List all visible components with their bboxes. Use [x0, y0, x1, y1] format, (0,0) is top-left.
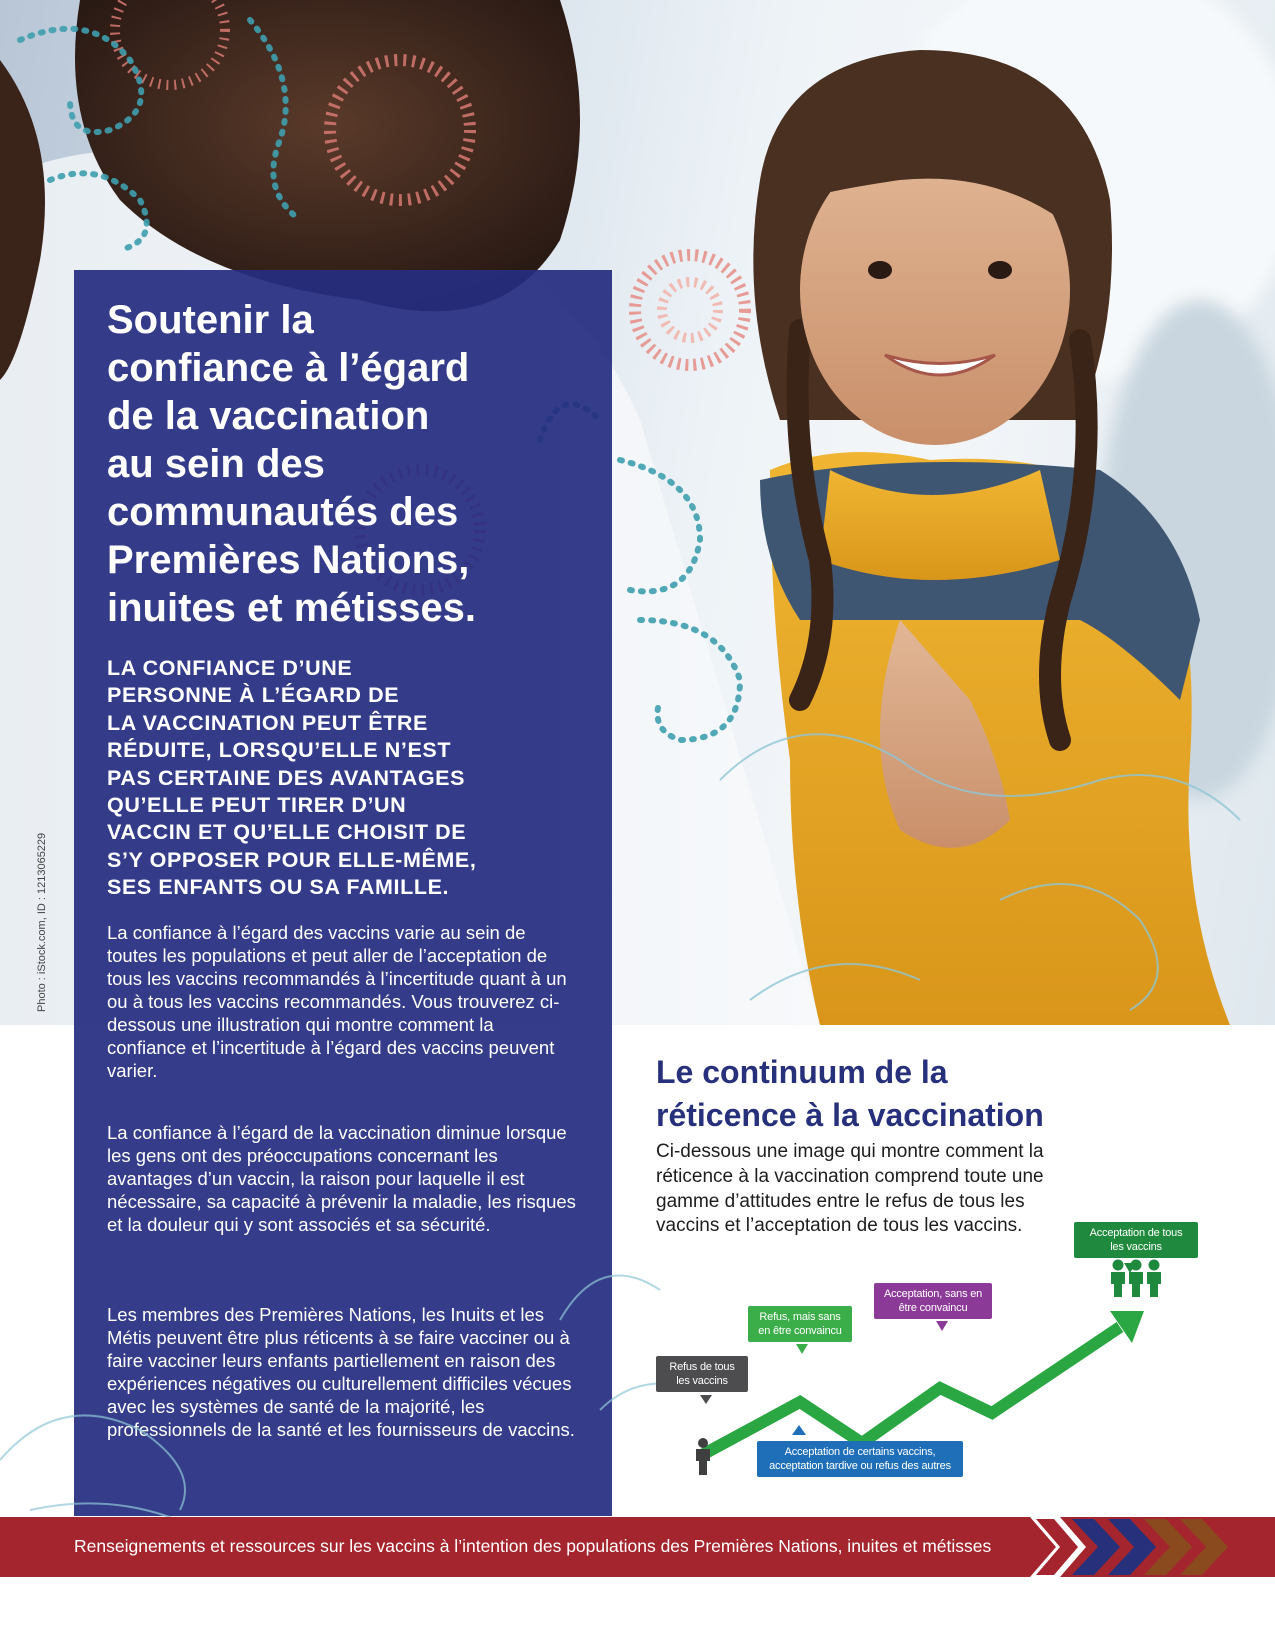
title-line: confiance à l’égard	[107, 346, 470, 390]
body-paragraph-2: La confiance à l’égard de la vaccination diminue lorsque les gens ont des préoccupations concernant les avantages d’un vaccin, la raison pour laquelle il est nécessaire, sa capacité à prévenir la maladie, les risques et la douleur qui y sont associés et sa sécurité.	[107, 1122, 576, 1235]
label-accept-unconvinced	[874, 1283, 992, 1319]
continuum-title	[656, 1051, 1216, 1137]
label-accept-some	[757, 1441, 963, 1477]
footer-text: Renseignements et ressources sur les vaccins à l’intention des populations des Premières Nations, inuites et métisses	[74, 1536, 992, 1556]
chevron-arrows-icon	[1030, 1517, 1230, 1577]
label-line: être convaincu	[898, 1302, 968, 1314]
continuum-title-line: Le continuum de la	[656, 1054, 948, 1090]
title-line: au sein des	[107, 442, 325, 486]
lead-line: RÉDUITE, LORSQU’ELLE N’EST	[107, 738, 452, 763]
lead-line: PERSONNE À L’ÉGARD DE	[107, 683, 400, 708]
label-line: Acceptation de tous	[1089, 1227, 1183, 1239]
page-title	[107, 296, 577, 632]
label-line: les vaccins	[676, 1375, 728, 1387]
lead-line: LA VACCINATION PEUT ÊTRE	[107, 710, 428, 735]
title-line: communautés des	[107, 490, 459, 534]
label-line: Refus, mais sans	[759, 1311, 841, 1323]
label-accept-all	[1074, 1222, 1198, 1258]
group-icon	[1111, 1260, 1161, 1298]
person-icon	[696, 1438, 710, 1475]
continuum-arrow-line	[702, 1327, 1120, 1455]
body-paragraph-1: La confiance à l’égard des vaccins varie au sein de toutes les populations et peut aller de l’acceptation de tous les vaccins recommandés à l’incertitude quant à un ou à tous les vaccins recommandés. Vous trouverez ci-dessous une illustration qui montre comment la confiance et l’incertitude à l’égard des vaccins peuvent varier.	[107, 922, 567, 1081]
lead-line: SES ENFANTS OU SA FAMILLE.	[107, 875, 450, 900]
label-refuse-unconvinced	[748, 1306, 852, 1342]
label-line: acceptation tardive ou refus des autres	[769, 1460, 951, 1472]
lead-line: S’Y OPPOSER POUR ELLE-MÊME,	[107, 847, 477, 872]
label-line: en être convaincu	[758, 1325, 842, 1337]
title-line: inuites et métisses.	[107, 586, 477, 630]
lead-line: VACCIN ET QU’ELLE CHOISIT DE	[107, 820, 467, 845]
body-paragraph-3: Les membres des Premières Nations, les Inuits et les Métis peuvent être plus réticents à se faire vacciner ou à faire vacciner leurs enfants partiellement en raison des expériences négatives ou culturellement difficiles vécues avec les systèmes de santé de la majorité, les professionnels de la santé et les fournisseurs de vaccins.	[107, 1304, 575, 1440]
title-line: Premières Nations,	[107, 538, 470, 582]
continuum-description: Ci-dessous une image qui montre comment la réticence à la vaccination comprend toute une gamme d’attitudes entre le refus de tous les vaccins et l’acceptation de tous les vaccins.	[656, 1141, 1044, 1237]
label-line: Acceptation, sans en	[883, 1288, 983, 1300]
label-line: Acceptation de certains vaccins,	[784, 1446, 936, 1458]
label-refuse-all	[656, 1356, 748, 1392]
lead-statement	[107, 655, 577, 902]
label-line: Refus de tous	[669, 1361, 735, 1373]
continuum-title-line: réticence à la vaccination	[656, 1097, 1044, 1133]
title-line: Soutenir la	[107, 298, 314, 342]
photo-credit: Photo : iStock.com, ID : 1213065229	[36, 832, 48, 1012]
title-line: de la vaccination	[107, 394, 430, 438]
lead-line: LA CONFIANCE D’UNE	[107, 656, 353, 680]
label-line: les vaccins	[1110, 1241, 1162, 1253]
lead-line: QU’ELLE PEUT TIRER D’UN	[107, 793, 407, 818]
lead-line: PAS CERTAINE DES AVANTAGES	[107, 765, 466, 790]
